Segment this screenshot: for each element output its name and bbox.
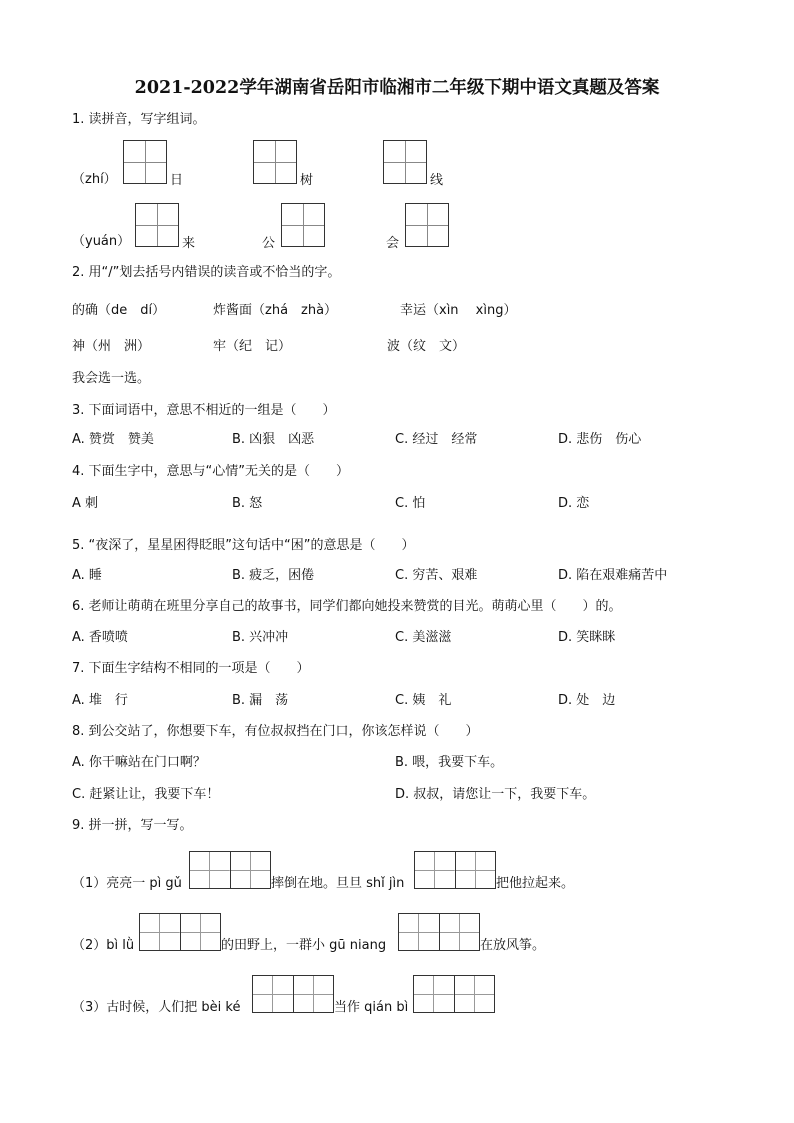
writing-grid[interactable] [135, 203, 179, 247]
pinyin-yuan: （yuán） [72, 234, 131, 249]
q2-item: 波（纹 文） [387, 339, 466, 354]
option: C. 赶紧让让，我要下车！ [72, 787, 220, 802]
q9-sentence-1b: 摔倒在地。旦旦 shǐ jìn [271, 876, 405, 891]
option: A. 香喷喷 [72, 630, 128, 645]
section-heading: 我会选一选。 [72, 371, 151, 386]
question-6-stem: 6. 老师让萌萌在班里分享自己的故事书，同学们都向她投来赞赏的目光。萌萌心里（ ）的。 [72, 599, 622, 614]
writing-grid[interactable] [398, 913, 480, 951]
q9-sentence-2b: 的田野上，一群小 gū niang [221, 938, 387, 953]
option: C. 怕 [395, 496, 426, 511]
q9-sentence-2c: 在放风筝。 [480, 938, 546, 953]
pinyin-zhi: （zhí） [72, 172, 117, 187]
option: B. 疲乏，困倦 [232, 568, 315, 583]
char: 树 [300, 173, 314, 188]
option: D. 悲伤 伤心 [558, 432, 642, 447]
option: A. 赞赏 赞美 [72, 432, 154, 447]
q9-sentence-1a: （1）亮亮一 pì gǔ [72, 876, 182, 891]
option: B. 凶狠 凶恶 [232, 432, 315, 447]
option: D. 处 边 [558, 693, 616, 708]
writing-grid[interactable] [252, 975, 334, 1013]
char: 日 [170, 173, 184, 188]
q2-item: 牢（纪 记） [213, 339, 292, 354]
q2-item: 的确（de dí） [72, 303, 166, 318]
q2-item: 幸运（xìn xìng） [400, 303, 517, 318]
writing-grid[interactable] [413, 975, 495, 1013]
writing-grid[interactable] [189, 851, 271, 889]
question-5-stem: 5. “夜深了，星星困得眨眼”这句话中“困”的意思是（ ） [72, 538, 415, 553]
option: C. 穷苦、艰难 [395, 568, 478, 583]
question-8-stem: 8. 到公交站了，你想要下车，有位叔叔挡在门口，你该怎样说（ ） [72, 724, 479, 739]
option: A. 堆 行 [72, 693, 128, 708]
writing-grid[interactable] [139, 913, 221, 951]
option: D. 笑眯眯 [558, 630, 616, 645]
question-1-stem: 1. 读拼音，写字组词。 [72, 112, 206, 127]
question-7-stem: 7. 下面生字结构不相同的一项是（ ） [72, 661, 310, 676]
q2-item: 炸酱面（zhá zhà） [213, 303, 338, 318]
q9-sentence-2a: （2）bì lǜ [72, 938, 135, 953]
option: A 刺 [72, 496, 99, 511]
writing-grid[interactable] [253, 140, 297, 184]
option: D. 陷在艰难痛苦中 [558, 568, 668, 583]
writing-grid[interactable] [405, 203, 449, 247]
option: A. 睡 [72, 568, 102, 583]
option: B. 怒 [232, 496, 263, 511]
q9-sentence-1c: 把他拉起来。 [496, 876, 575, 891]
char: 线 [430, 173, 444, 188]
q2-item: 神（州 洲） [72, 339, 151, 354]
option: B. 漏 荡 [232, 693, 289, 708]
char: 来 [182, 236, 196, 251]
question-3-stem: 3. 下面词语中，意思不相近的一组是（ ） [72, 403, 336, 418]
option: B. 兴冲冲 [232, 630, 289, 645]
char: 公 [262, 236, 276, 251]
char: 会 [386, 236, 400, 251]
question-2-stem: 2. 用“/”划去括号内错误的读音或不恰当的字。 [72, 265, 341, 280]
option: A. 你干嘛站在门口啊？ [72, 755, 206, 770]
option: C. 姨 礼 [395, 693, 452, 708]
option: C. 美滋滋 [395, 630, 452, 645]
q9-sentence-3b: 当作 qián bì [334, 1000, 409, 1015]
option: D. 恋 [558, 496, 590, 511]
option: C. 经过 经常 [395, 432, 478, 447]
page-title: 2021-2022学年湖南省岳阳市临湘市二年级下期中语文真题及答案 [134, 78, 660, 98]
option: B. 喂，我要下车。 [395, 755, 504, 770]
writing-grid[interactable] [414, 851, 496, 889]
writing-grid[interactable] [281, 203, 325, 247]
option: D. 叔叔，请您让一下，我要下车。 [395, 787, 596, 802]
question-4-stem: 4. 下面生字中，意思与“心情”无关的是（ ） [72, 464, 350, 479]
q9-sentence-3a: （3）古时候，人们把 bèi ké [72, 1000, 241, 1015]
question-9-stem: 9. 拼一拼，写一写。 [72, 818, 193, 833]
writing-grid[interactable] [383, 140, 427, 184]
writing-grid[interactable] [123, 140, 167, 184]
